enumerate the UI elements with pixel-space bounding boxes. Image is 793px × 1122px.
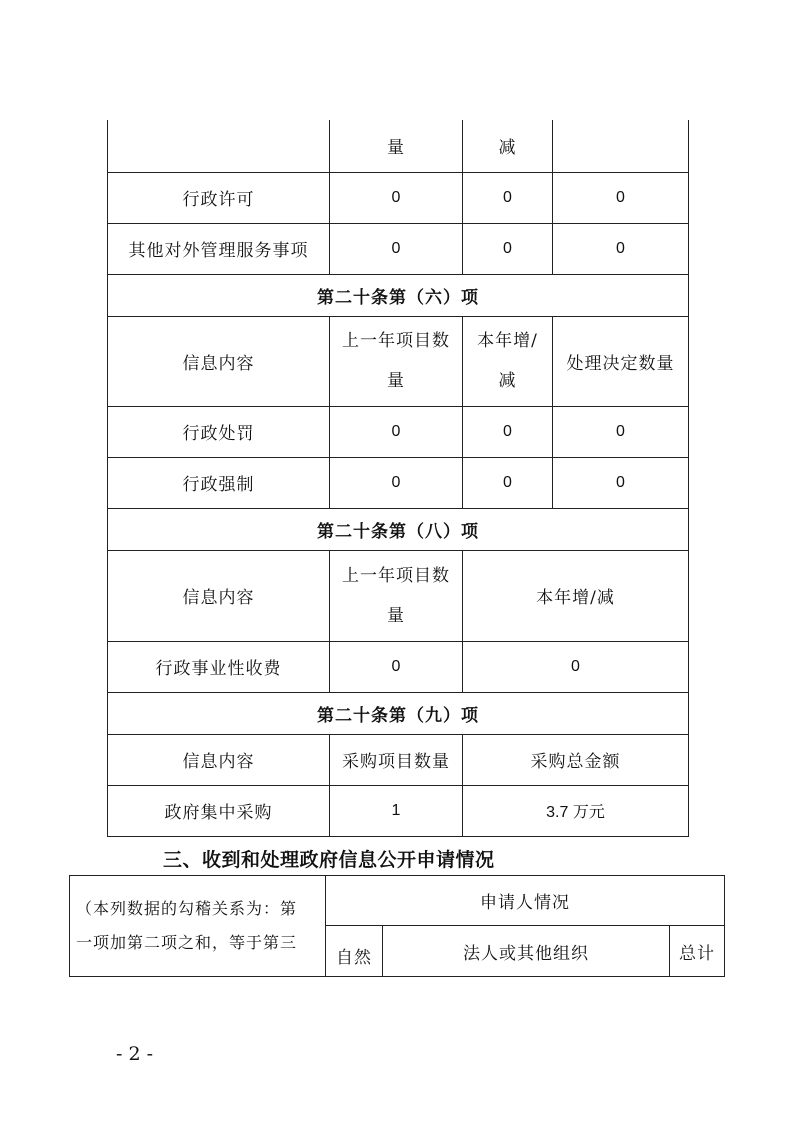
table-cell: 0 <box>330 223 463 274</box>
table-cell: 0 <box>330 457 463 508</box>
note-line: （本列数据的勾稽关系为：第 <box>76 899 298 918</box>
column-header: 自然 <box>326 926 383 977</box>
column-header: 采购项目数量 <box>330 734 463 785</box>
table-row <box>108 785 689 836</box>
table-cell: 减 <box>463 120 553 172</box>
note-cell <box>70 876 326 977</box>
note-line: 一项加第二项之和，等于第三 <box>76 933 298 952</box>
table-row <box>108 172 689 223</box>
table-cell <box>553 120 689 172</box>
table-cell <box>108 120 330 172</box>
section-title: 第二十条第（六）项 <box>108 274 689 316</box>
row-label: 其他对外管理服务事项 <box>108 223 330 274</box>
header-line: 减 <box>498 371 517 391</box>
section-heading: 三、收到和处理政府信息公开申请情况 <box>163 849 495 871</box>
table-cell: 0 <box>463 641 689 692</box>
column-header: 信息内容 <box>108 734 330 785</box>
table-cell: 0 <box>553 406 689 457</box>
column-header <box>463 316 553 406</box>
row-label: 行政事业性收费 <box>108 641 330 692</box>
row-label: 政府集中采购 <box>108 785 330 836</box>
header-line: 量 <box>387 605 405 626</box>
column-header: 处理决定数量 <box>553 316 689 406</box>
column-header: 法人或其他组织 <box>383 926 670 977</box>
section-row <box>108 692 689 734</box>
table-cell: 0 <box>463 406 553 457</box>
table-cell: 0 <box>553 223 689 274</box>
table-row <box>108 406 689 457</box>
row-label: 行政许可 <box>108 172 330 223</box>
header-row <box>108 734 689 785</box>
table-cell: 0 <box>330 406 463 457</box>
section-title: 第二十条第（九）项 <box>108 692 689 734</box>
header-line: 上一年项目数 <box>342 565 450 586</box>
table-cell: 0 <box>553 457 689 508</box>
header-row <box>108 316 689 406</box>
section-row <box>108 508 689 550</box>
table-cell: 1 <box>330 785 463 836</box>
header-line: 上一年项目数 <box>342 331 450 351</box>
header-row <box>108 550 689 641</box>
column-header: 信息内容 <box>108 550 330 641</box>
table-cell: 0 <box>463 457 553 508</box>
table-row <box>108 457 689 508</box>
table-cell: 3.7 万元 <box>463 785 689 836</box>
header-line: 本年增/ <box>477 331 538 351</box>
column-header: 申请人情况 <box>326 876 725 926</box>
column-header: 总计 <box>670 926 725 977</box>
table-cell: 0 <box>463 172 553 223</box>
table-cell: 0 <box>553 172 689 223</box>
column-header <box>330 316 463 406</box>
table-cell: 0 <box>330 172 463 223</box>
header-row <box>70 876 725 926</box>
table-cell: 量 <box>330 120 463 172</box>
row-label: 行政强制 <box>108 457 330 508</box>
column-header: 采购总金额 <box>463 734 689 785</box>
table-cell: 0 <box>330 641 463 692</box>
header-line: 量 <box>387 371 405 391</box>
row-label: 行政处罚 <box>108 406 330 457</box>
table-row <box>108 641 689 692</box>
section-row <box>108 274 689 316</box>
continuation-row <box>108 120 689 172</box>
column-header: 本年增/减 <box>463 550 689 641</box>
application-table <box>69 875 725 977</box>
column-header: 信息内容 <box>108 316 330 406</box>
section-title: 第二十条第（八）项 <box>108 508 689 550</box>
column-header <box>330 550 463 641</box>
table-cell: 0 <box>463 223 553 274</box>
table-row <box>108 223 689 274</box>
page-number: - 2 - <box>116 1043 154 1065</box>
disclosure-table <box>107 120 689 837</box>
